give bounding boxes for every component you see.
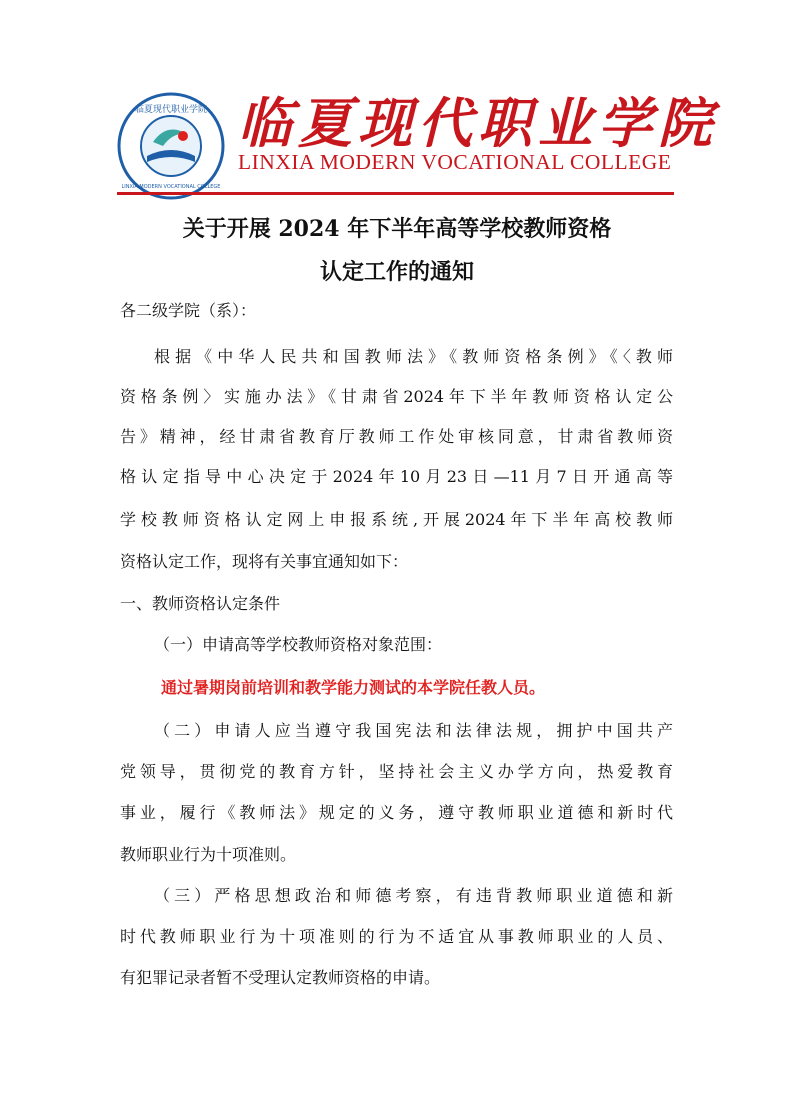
paragraph-2-line-4: 教师职业行为十项准则。 — [120, 845, 297, 864]
paragraph-3-line-1: （三）严格思想政治和师德考察，有违背教师职业道德和新 — [154, 886, 673, 905]
document-title-line-2: 认定工作的通知 — [319, 259, 474, 285]
paragraph-1-line-2: 资格条例〉实施办法》《甘肃省2024年下半年教师资格认定公 — [120, 387, 673, 406]
letterhead — [0, 0, 794, 205]
svg-text:LINXIA MODERN VOCATIONAL COLLE: LINXIA MODERN VOCATIONAL COLLEGE — [121, 184, 221, 190]
paragraph-3-line-3: 有犯罪记录者暂不受理认定教师资格的申请。 — [120, 968, 441, 987]
paragraph-1-line-6: 资格认定工作，现将有关事宜通知如下： — [120, 552, 409, 571]
paragraph-1-line-5: 学校教师资格认定网上申报系统,开展2024年下半年高校教师 — [120, 510, 673, 529]
college-seal-logo — [117, 92, 225, 200]
highlighted-requirement: 通过暑期岗前培训和教学能力测试的本学院任教人员。 — [161, 678, 546, 697]
subsection-1: （一）申请高等学校教师资格对象范围： — [154, 635, 443, 654]
svg-text:临夏现代职业学院: 临夏现代职业学院 — [134, 105, 208, 115]
paragraph-1-line-3: 告》精神，经甘肃省教育厅教师工作处审核同意，甘肃省教师资 — [120, 427, 673, 446]
paragraph-2-line-3: 事业，履行《教师法》规定的义务，遵守教师职业道德和新时代 — [120, 803, 673, 822]
paragraph-3-line-2: 时代教师职业行为十项准则的行为不适宜从事教师职业的人员、 — [120, 927, 673, 946]
letterhead-divider — [117, 192, 674, 195]
document-title-line-1: 关于开展 2024 年下半年高等学校教师资格 — [182, 216, 612, 242]
college-name-english: LINXIA MODERN VOCATIONAL COLLEGE — [238, 150, 672, 174]
salutation: 各二级学院（系）： — [120, 301, 257, 320]
college-name-chinese: 临夏现代职业学院 — [238, 91, 718, 155]
paragraph-2-line-2: 党领导，贯彻党的教育方针，坚持社会主义办学方向，热爱教育 — [120, 762, 673, 781]
paragraph-1-line-4: 格认定指导中心决定于2024年10月23日—11月7日开通高等 — [120, 467, 673, 486]
paragraph-1-line-1: 根据《中华人民共和国教师法》《教师资格条例》《〈教师 — [154, 347, 673, 366]
section-heading-1: 一、教师资格认定条件 — [120, 594, 281, 613]
paragraph-2-line-1: （二）申请人应当遵守我国宪法和法律法规，拥护中国共产 — [154, 721, 673, 740]
